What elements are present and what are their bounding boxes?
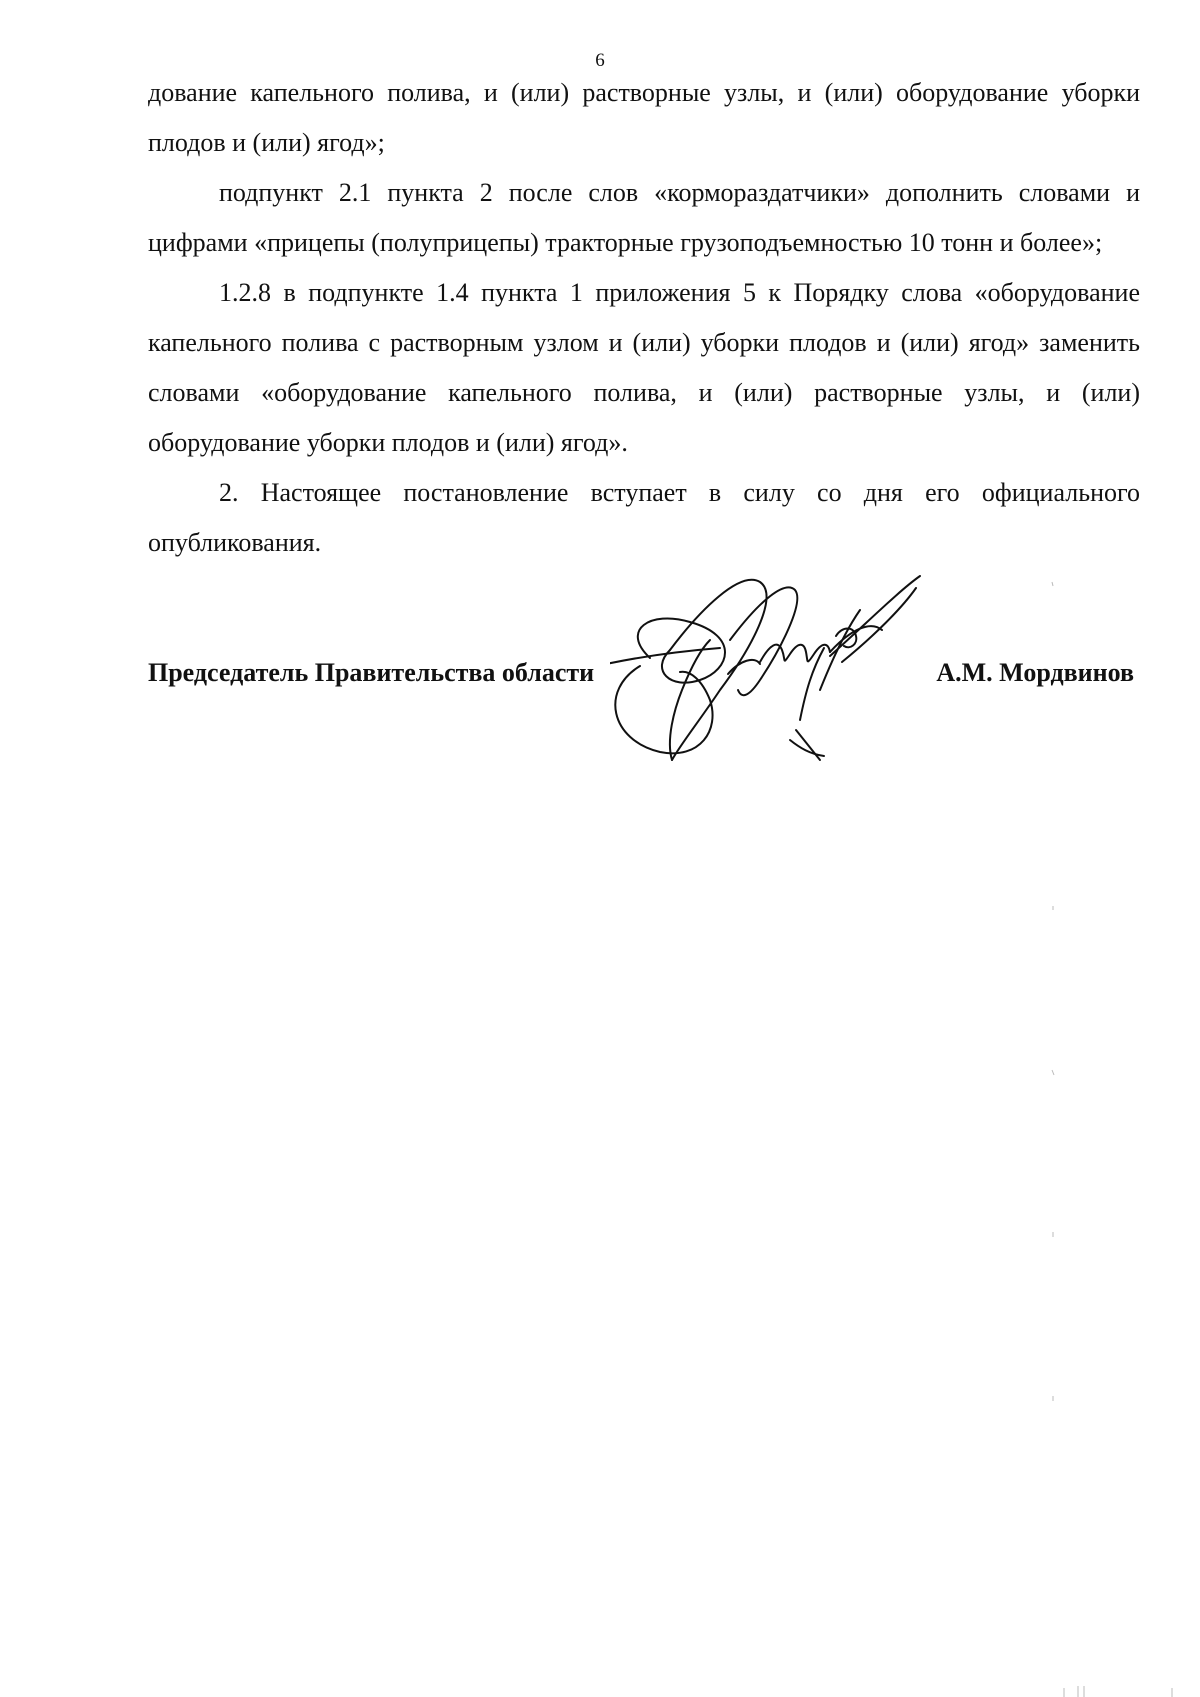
- page-number: 6: [595, 50, 605, 71]
- paragraph-1: дование капельного полива, и (или) растворные узлы, и (или) оборудование уборки плодов и (или) ягод»;: [148, 78, 1140, 157]
- paragraph-4: 2. Настоящее постановление вступает в силу со дня его официального опубликования.: [148, 478, 1140, 557]
- paragraph-3: 1.2.8 в подпункте 1.4 пункта 1 приложения 5 к Порядку слова «оборудование капельного полива с растворным узлом и (или) уборки плодов и (или) ягод» заменить словами «оборудование капельного полива, и (или) растворные узлы, и (или) оборудование уборки плодов и (или) ягод».: [148, 278, 1140, 457]
- signer-title: Председатель Правительства области: [148, 658, 595, 687]
- signer-name: А.М. Мордвинов: [936, 658, 1134, 687]
- paragraph-2: подпункт 2.1 пункта 2 после слов «кормораздатчики» дополнить словами и цифрами «прицепы (полуприцепы) тракторные грузоподъемностью 10 тонн и более»;: [148, 178, 1140, 257]
